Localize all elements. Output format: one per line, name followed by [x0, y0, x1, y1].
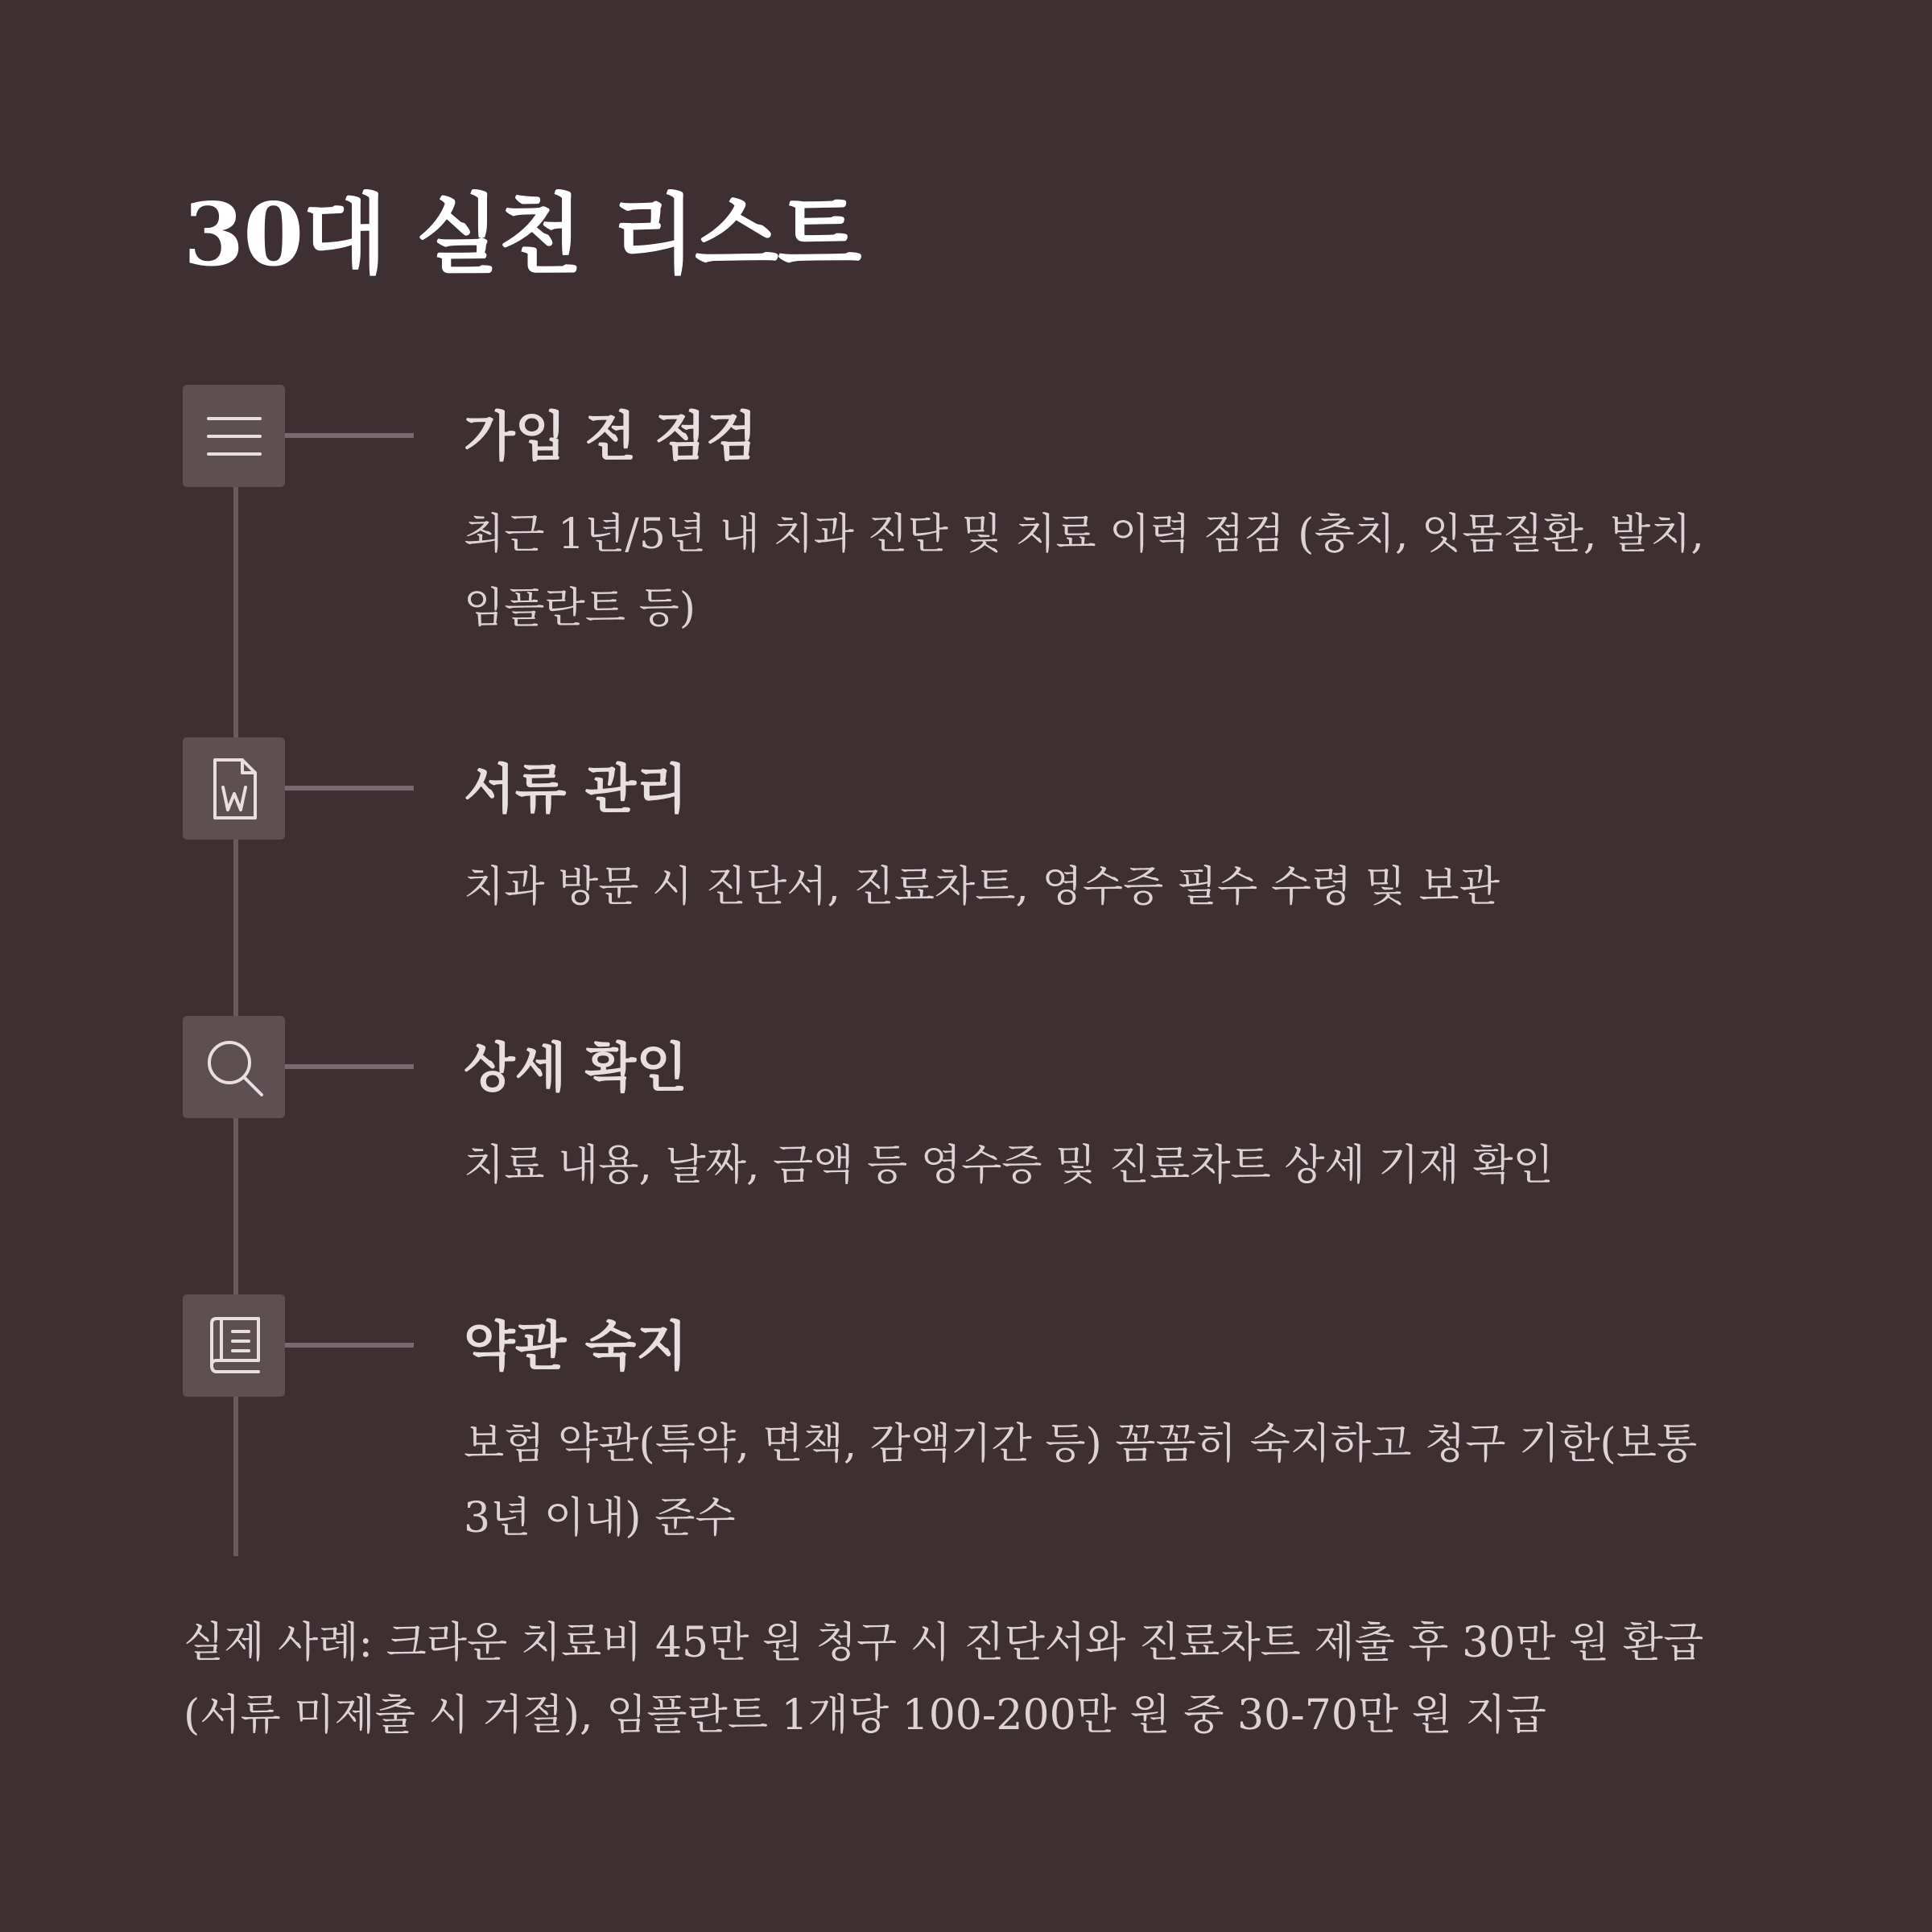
item-heading: 서류 관리	[464, 758, 688, 820]
word-document-icon	[183, 737, 285, 840]
item-heading: 상세 확인	[464, 1037, 688, 1099]
item-heading: 가입 전 점검	[464, 406, 758, 468]
menu-icon	[183, 385, 285, 487]
item-description: 치료 내용, 날짜, 금액 등 영수증 및 진료차트 상세 기재 확인	[464, 1141, 1554, 1190]
connector-line	[285, 1064, 414, 1069]
page-title: 30대 실천 리스트	[184, 184, 861, 286]
item-description: 치과 방문 시 진단서, 진료차트, 영수증 필수 수령 및 보관	[464, 863, 1500, 911]
connector-line	[285, 1343, 414, 1348]
book-icon	[183, 1294, 285, 1397]
item-description: 최근 1년/5년 내 치과 진단 및 치료 이력 점검 (충치, 잇몸질환, 발치, 임플란트 등)	[464, 510, 1704, 633]
search-icon	[183, 1016, 285, 1118]
case-example-note: 실제 사례: 크라운 치료비 45만 원 청구 시 진단서와 진료차트 제출 후 30만 원 환급 (서류 미제출 시 거절), 임플란트 1개당 100-200만 원 중 30-70만 원 지급	[184, 1619, 1704, 1740]
item-description: 보험 약관(특약, 면책, 감액기간 등) 꼼꼼히 숙지하고 청구 기한(보통 3년 이내) 준수	[464, 1420, 1698, 1542]
connector-line	[285, 786, 414, 791]
connector-line	[285, 433, 414, 438]
item-heading: 약관 숙지	[464, 1315, 688, 1377]
